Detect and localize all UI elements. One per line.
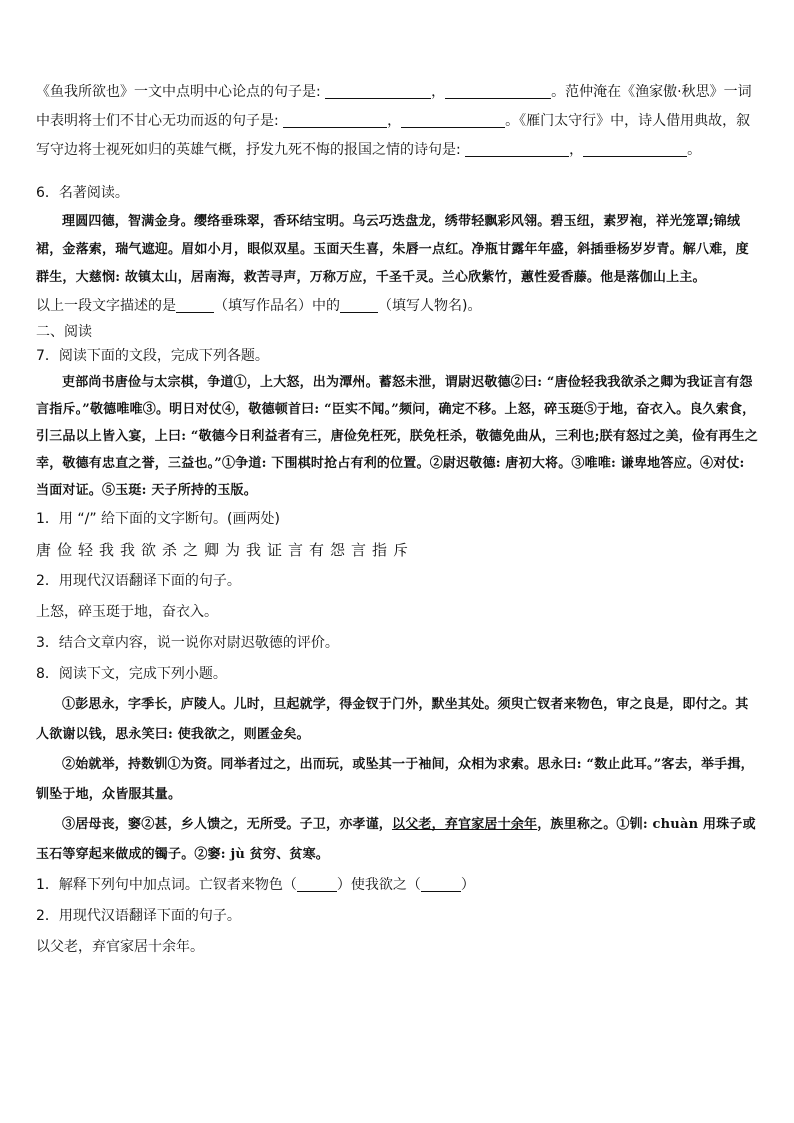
section-7-q1-text: 唐俭轻我我欲杀之卿为我证言有怨言指斥 [36,541,415,559]
answer-blank[interactable] [421,875,461,892]
fill-line-3 [36,136,758,165]
fill-line-text: ， [387,113,402,129]
section-6-passage: 理圆四德，智满金身。缨络垂珠翠，香环结宝明。乌云巧迭盘龙，绣带轻飘彩风翎。碧玉纽，素罗袍，祥光笼罩;锦绒裙，金落索，瑞气遮迎。眉如小月，眼似双星。玉面天生喜，朱唇一点红。净瓶甘露年年盛，斜插垂杨岁岁青。解八难，度群生，大慈悯: 故镇太山，居南海，救苦寻声，万称万应，千圣千灵。兰心欣紫竹，蕙性爱香藤。他是落伽山上主。 [36,214,749,285]
answer-blank[interactable] [401,111,505,128]
section-6-heading: 6．名著阅读。 [36,185,129,201]
section-7-passage: 吏部尚书唐俭与太宗棋，争道①，上大怒，出为潭州。蓄怒未泄，谓尉迟敬德②曰: “唐俭轻我我欲杀之卿为我证言有怨言指斥。”敬德唯唯③。明日对仗④，敬德顿首曰: “臣实不闻。”频问，确定不移。上怒，碎玉珽⑤于地，奋衣入。良久索食，引三品以上皆入宴，上曰: “敬德今日利益者有三，唐俭免枉死，朕免枉杀，敬德免曲从，三利也;朕有怒过之美，俭有再生之幸，敬德有忠直之誉，三益也。”①争道: 下围棋时抢占有利的位置。②尉迟敬德: 唐初大将。③唯唯: 谦卑地答应。④对仗: 当面对证。⑤玉珽: 天子所持的玉版。 [36,375,759,498]
section-7-q2: 2．用现代汉语翻译下面的句子。 [36,573,241,589]
question-text: 以上一段文字描述的是 [36,298,176,314]
answer-blank[interactable] [283,111,387,128]
answer-blank[interactable] [325,82,431,99]
fill-line-text: 中表明将士们不甘心无功而返的句子是: [36,113,284,129]
section-6-question [36,292,758,321]
part-2-heading: 二、阅读 [36,324,92,340]
fill-line-text: ， [431,84,446,100]
question-text: 1．解释下列句中加点词。亡钗者来物色（ [36,877,297,893]
fill-line-text: 写守边将士视死如归的英雄气概，抒发九死不悔的报国之情的诗句是: [36,142,466,158]
section-8-para-3 [36,810,758,870]
section-8 [36,659,758,963]
question-text: （填写人物名)。 [378,298,482,314]
answer-blank[interactable] [297,875,337,892]
answer-blank[interactable] [583,140,687,157]
answer-blank[interactable] [465,140,569,157]
section-8-heading: 8．阅读下文，完成下列小题。 [36,666,227,682]
section-7-q1: 1．用 “/” 给下面的文字断句。(画两处) [36,511,280,527]
answer-blank[interactable] [445,82,551,99]
section-7-heading: 7．阅读下面的文段，完成下列各题。 [36,348,269,364]
question-text: ） [460,877,475,893]
fill-line-text: 。 [687,142,702,158]
underlined-sentence: 以父老，弃官家居十余年 [392,817,538,832]
section-5-fill-in [36,78,758,165]
fill-line-2 [36,107,758,136]
fill-line-text: 《鱼我所欲也》一文中点明中心论点的句子是: [36,84,326,100]
section-7-q3: 3．结合文章内容，说一说你对尉迟敬德的评价。 [36,635,339,651]
section-8-para-2: ②始就举，持数钏①为资。同举者过之，出而玩，或坠其一于袖间，众相为求索。思永曰: “数止此耳。”客去，举手揖，钏坠于地，众皆服其量。 [36,757,754,802]
section-8-q2: 2．用现代汉语翻译下面的句子。 [36,908,241,924]
answer-blank[interactable] [176,296,214,313]
question-text: （填写作品名）中的 [214,298,340,314]
question-text: ）使我欲之（ [336,877,421,893]
fill-line-text: ， [569,142,584,158]
fill-line-1 [36,78,758,107]
section-7-q2-text: 上怒，碎玉珽于地，奋衣入。 [36,604,218,620]
section-6 [36,179,758,321]
section-8-q1 [36,870,758,901]
section-8-para-1: ①彭思永，字季长，庐陵人。儿时，旦起就学，得金钗于门外，默坐其处。须臾亡钗者来物色，审之良是，即付之。其人欲谢以钱，思永笑曰: 使我欲之，则匿金矣。 [36,697,749,742]
fill-line-text: 。《雁门太守行》中，诗人借用典故，叙 [505,113,751,129]
fill-line-text: 。范仲淹在《渔家傲·秋思》一词 [551,84,752,100]
answer-blank[interactable] [340,296,378,313]
section-7 [36,343,758,659]
para-text: ③居母丧，窭②甚，乡人馈之，无所受。子卫，亦孝谨， [62,817,393,832]
para-text: ，族里称之。①钏: chuàn 用珠子或玉石等穿起来做成的镯子。②窭: jù 贫穷、贫寒。 [36,817,756,862]
section-8-q2-text: 以父老，弃官家居十余年。 [36,939,204,955]
